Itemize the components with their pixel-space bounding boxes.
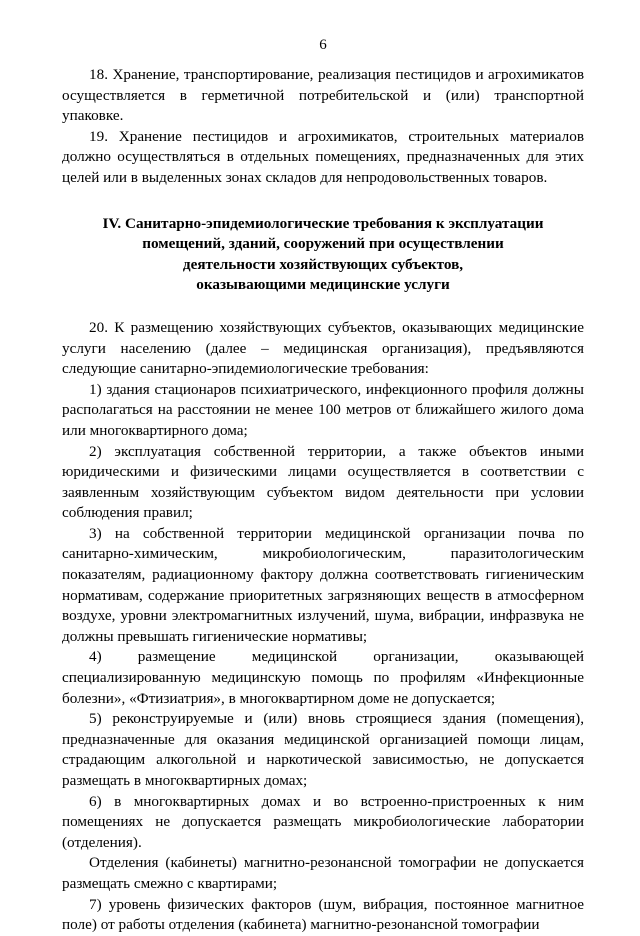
item-3: 3) на собственной территории медицинской организации почва по санитарно-химическим, микробиологическим, паразитологическим показателям, радиационному фактору должна соответствовать гигиеническим нормативам, содержание приоритетных загрязняющих веществ в атмосферном воздухе, уровни электромагнитных излучений, шума, вибрации, инфразвука не должны превышать гигиенические нормативы;	[62, 524, 584, 645]
item-5: 5) реконструируемые и (или) вновь строящиеся здания (помещения), предназначенные для оказания медицинской организацией помощи лицам, страдающим алкогольной и наркотической зависимостью, не допускается размещать в многоквартирных домах;	[62, 710, 584, 789]
page-number: 6	[319, 37, 327, 53]
section-heading	[62, 214, 584, 296]
section-heading-line: оказывающими медицинские услуги	[196, 276, 450, 294]
section-heading-line: IV. Санитарно-эпидемиологические требования к эксплуатации	[102, 214, 544, 232]
item-1: 1) здания стационаров психиатрического, инфекционного профиля должны располагаться на расстоянии не менее 100 метров от ближайшего жилого дома или многоквартирного дома;	[62, 380, 584, 439]
paragraph-19: 19. Хранение пестицидов и агрохимикатов, строительных материалов должно осуществляться в отдельных помещениях, предназначенных для этих целей или в выделенных зонах складов для непродовольственных товаров.	[62, 127, 584, 186]
item-2: 2) эксплуатация собственной территории, а также объектов иными юридическими и физическими лицами осуществляется в соответствии с заявленным хозяйствующим субъектом видом деятельности при условии соблюдения правил;	[62, 442, 584, 522]
document-body	[62, 65, 584, 936]
item-7: 7) уровень физических факторов (шум, вибрация, постоянное магнитное поле) от работы отделения (кабинета) магнитно-резонансной томографии	[62, 895, 584, 934]
item-6: 6) в многоквартирных домах и во встроенно-пристроенных к ним помещениях не допускается размещать микробиологические лаборатории (отделения).	[62, 792, 584, 851]
section-heading-line: помещений, зданий, сооружений при осуществлении	[142, 235, 504, 253]
paragraph-18: 18. Хранение, транспортирование, реализация пестицидов и агрохимикатов осуществляется в герметичной потребительской и (или) транспортной упаковке.	[62, 66, 584, 125]
section-heading-line: деятельности хозяйствующих субъектов,	[182, 255, 464, 273]
mri-paragraph: Отделения (кабинеты) магнитно-резонансной томографии не допускается размещать смежно с квартирами;	[62, 854, 584, 892]
paragraph-20: 20. К размещению хозяйствующих субъектов, оказывающих медицинские услуги населению (далее – медицинская организация), предъявляются следующие санитарно-эпидемиологические требования:	[62, 318, 584, 378]
item-4: 4) размещение медицинской организации, оказывающей специализированную медицинскую помощь по профилям «Инфекционные болезни», «Фтизиатрия», в многоквартирном доме не допускается;	[62, 648, 584, 707]
